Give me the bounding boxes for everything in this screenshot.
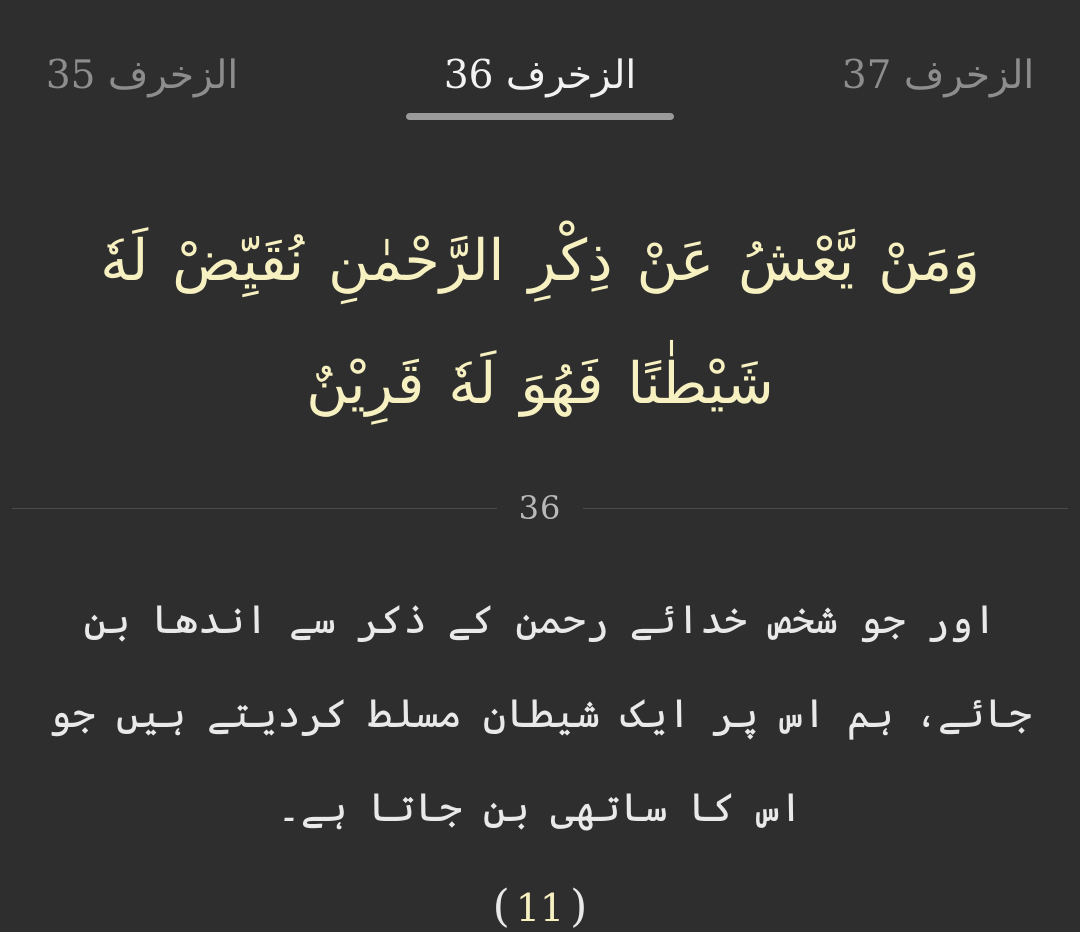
footnote-number: 11 — [515, 886, 565, 931]
footnote-paren-close: ) — [492, 881, 510, 932]
translation-text: اور جو شخص خدائے رحمن کے ذکر سے اندھا بن جائے، ہم اس پر ایک شیطان مسلط کردیتے ہیں جو اس کا ساتھی بن جاتا ہے۔ — [48, 597, 1032, 832]
footnote-paren-open: ( — [570, 881, 588, 932]
tab-ayah-next-label: الزخرف 37 — [841, 53, 1035, 98]
translation-block[interactable] — [0, 527, 1080, 932]
tab-ayah-current[interactable] — [360, 0, 720, 120]
divider-rule-right — [583, 508, 1068, 509]
ayah-tab-bar[interactable] — [0, 0, 1080, 160]
translation-footnote-marker — [46, 881, 1034, 932]
ayah-number-label: 36 — [518, 489, 562, 528]
tab-ayah-current-label: الزخرف 36 — [443, 53, 637, 98]
tab-ayah-previous[interactable] — [0, 0, 360, 120]
tab-ayah-next-underline — [766, 113, 1034, 120]
tab-ayah-next[interactable] — [720, 0, 1080, 120]
verse-content — [0, 160, 1080, 932]
divider-rule-left — [12, 508, 497, 509]
arabic-verse-block[interactable] — [0, 160, 1080, 445]
tab-ayah-previous-underline — [46, 113, 314, 120]
ayah-number-divider — [12, 489, 1068, 527]
arabic-verse-text: وَمَنْ یَّعْشُ عَنْ ذِكْرِ الرَّحْمٰنِ نُقَیِّضْ لَهٗ شَیْطٰنًا فَهُوَ لَهٗ قَرِیْنٌ — [100, 228, 980, 417]
tab-ayah-current-underline — [406, 113, 674, 120]
tab-ayah-previous-label: الزخرف 35 — [45, 53, 239, 98]
